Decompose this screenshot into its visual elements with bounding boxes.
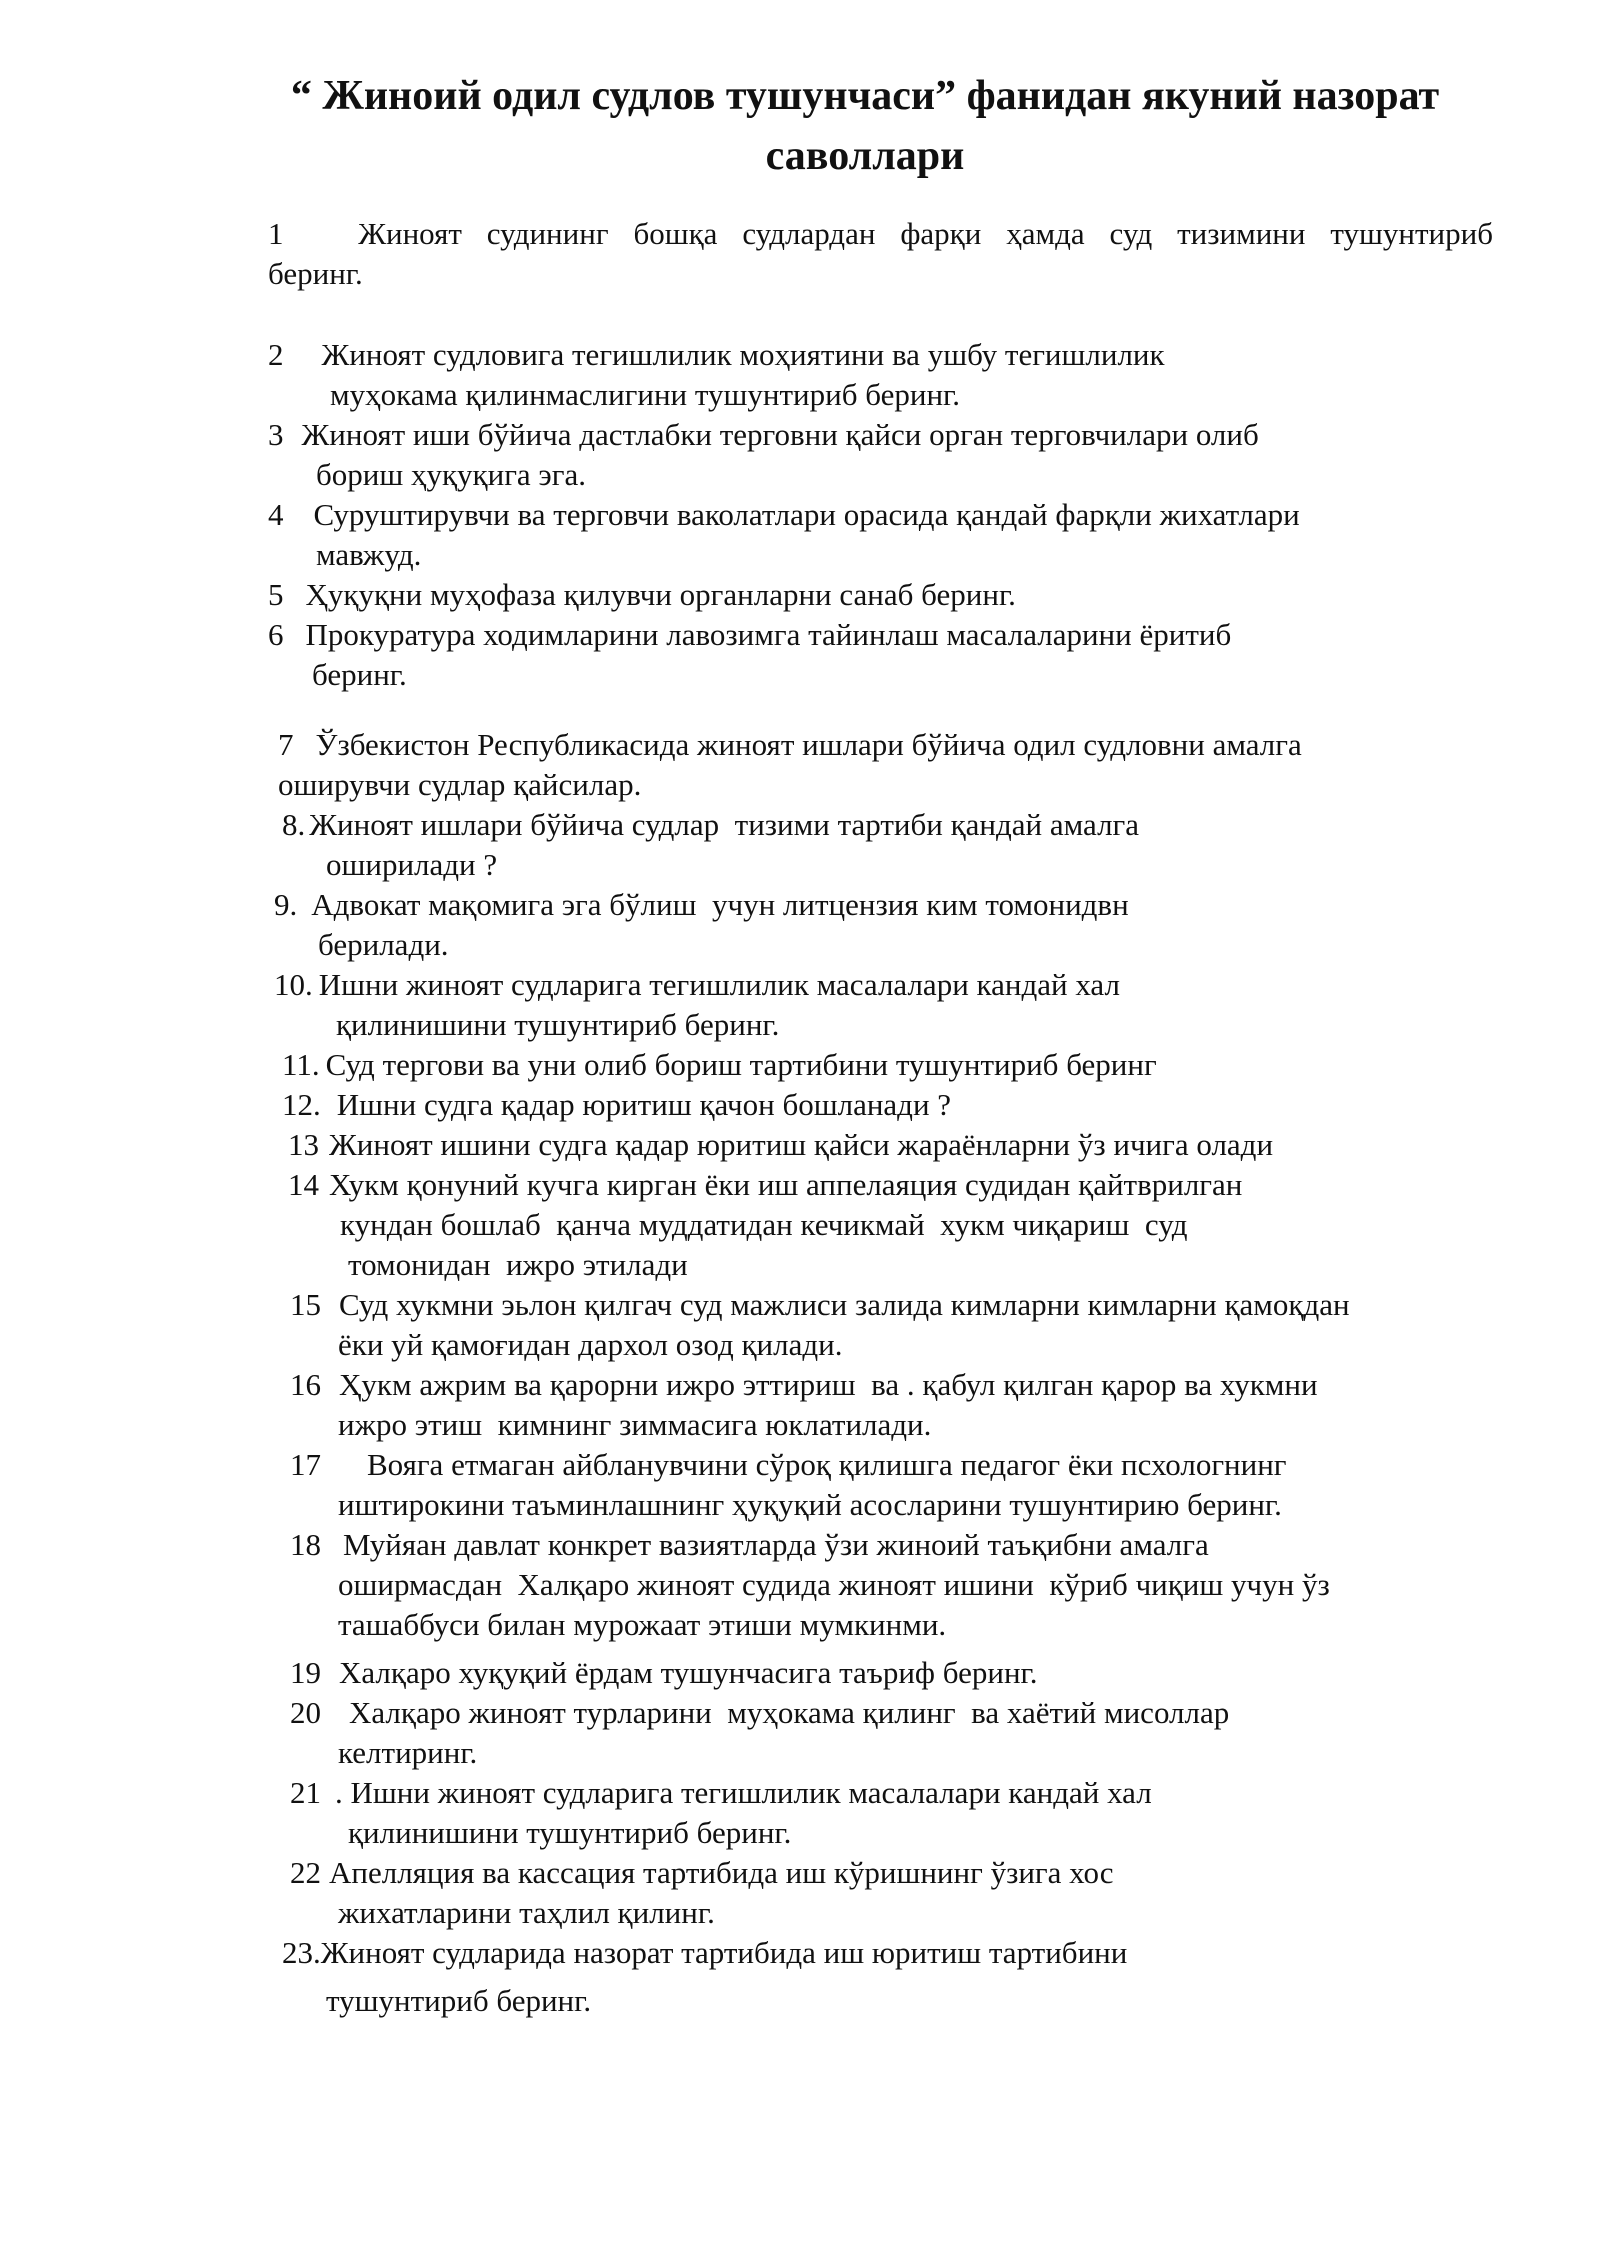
question-text: Жиноят судининг бошқа судлардан фарқи ҳамда суд тизимини тушунтириб — [358, 216, 1493, 251]
question-number: 23. — [282, 1935, 321, 1970]
question-text: Жиноят ишлари бўйича судлар тизими тартиби қандай амалга — [309, 807, 1140, 842]
question-text: Жиноят иши бўйича дастлабки терговни қайси орган терговчилари олиб — [301, 417, 1259, 452]
question-10 — [274, 965, 1120, 1045]
question-text-cont: томонидан ижро этилади — [348, 1247, 688, 1282]
question-2 — [268, 335, 1165, 415]
question-22 — [290, 1853, 1114, 1933]
question-text-cont: беринг. — [312, 657, 407, 692]
question-number: 21 — [290, 1775, 321, 1810]
question-text-cont: оширувчи судлар қайсилар. — [278, 767, 642, 802]
question-text: Ҳукм ажрим ва қарорни ижро эттириш ва . қабул қилган қарор ва хукмни — [339, 1367, 1318, 1402]
question-5 — [268, 575, 1016, 615]
question-number: 7 — [278, 727, 294, 762]
document-title: “ Жиноий одил судлов тушунчаси” фанидан якуний назорат саволлари — [290, 73, 1440, 179]
question-text-cont: жихатларини таҳлил қилинг. — [338, 1895, 715, 1930]
question-number: 11. — [282, 1047, 320, 1082]
question-text-cont: келтиринг. — [338, 1735, 478, 1770]
question-text-cont: берилади. — [318, 927, 449, 962]
question-text-cont: мавжуд. — [316, 537, 422, 572]
question-number: 5 — [268, 577, 284, 612]
question-21 — [290, 1773, 1152, 1853]
question-23 — [282, 1933, 1127, 2021]
question-number: 9. — [274, 887, 298, 922]
question-text-cont: қилинишини тушунтириб беринг. — [336, 1007, 780, 1042]
question-number: 14 — [288, 1167, 319, 1202]
question-number: 13 — [288, 1127, 319, 1162]
question-text: Муйяан давлат конкрет вазиятларда ўзи жиноий таъқибни амалга — [343, 1527, 1209, 1562]
question-number: 10. — [274, 967, 313, 1002]
question-text: Жиноят ишини судга қадар юритиш қайси жараёнларни ўз ичига олади — [329, 1127, 1274, 1162]
question-text: Хукм қонуний кучга кирган ёки иш аппелаяция судидан қайтврилган — [329, 1167, 1243, 1202]
question-16 — [290, 1365, 1318, 1445]
question-number: 6 — [268, 617, 284, 652]
question-text: Суд тергови ва уни олиб бориш тартибини тушунтириб беринг — [325, 1047, 1157, 1082]
question-text: Халқаро жиноят турларини муҳокама қилинг ва хаётий мисоллар — [349, 1695, 1230, 1730]
question-11 — [282, 1045, 1157, 1085]
question-17 — [290, 1445, 1493, 1525]
question-number: 20 — [290, 1695, 321, 1730]
question-text-cont: қилинишини тушунтириб беринг. — [348, 1815, 792, 1850]
question-1-line-2: беринг. — [268, 256, 363, 291]
question-15 — [290, 1285, 1350, 1365]
question-text-cont: иштирокини таъминлашнинг ҳуқуқий асосларини тушунтирию беринг. — [338, 1487, 1282, 1522]
question-number: 17 — [290, 1447, 321, 1482]
question-text-cont: оширилади ? — [326, 847, 498, 882]
question-6 — [268, 615, 1231, 695]
question-4 — [268, 495, 1493, 575]
question-18 — [290, 1525, 1330, 1645]
question-text: Суд хукмни эьлон қилгач суд мажлиси залида кимларни кимларни қамоқдан — [339, 1287, 1350, 1322]
question-number: 19 — [290, 1655, 321, 1690]
question-text: Суруштирувчи ва терговчи ваколатлари орасида қандай фарқли жихатлари — [313, 497, 1300, 532]
question-text: Жиноят судловига тегишлилик моҳиятини ва ушбу тегишлилик — [321, 337, 1165, 372]
question-text-cont: муҳокама қилинмаслигини тушунтириб беринг. — [330, 377, 961, 412]
question-1 — [268, 214, 1493, 294]
question-text: Вояга етмаган айбланувчини сўроқ қилишга педагог ёки псхологнинг — [367, 1447, 1287, 1482]
question-text: Прокуратура ходимларини лавозимга тайинлаш масалаларини ёритиб — [305, 617, 1232, 652]
question-text: Ишни судга қадар юритиш қачон бошланади ? — [336, 1087, 952, 1122]
question-13 — [288, 1125, 1273, 1165]
question-text: Адвокат мақомига эга бўлиш учун литцензия ким томонидвн — [311, 887, 1129, 922]
question-3 — [268, 415, 1493, 495]
question-1-line-1 — [268, 214, 1493, 254]
question-text-cont: оширмасдан Халқаро жиноят судида жиноят ишини кўриб чиқиш учун ўз — [338, 1567, 1330, 1602]
question-number: 2 — [268, 337, 284, 372]
question-20 — [290, 1693, 1493, 1773]
question-number: 1 — [268, 216, 284, 251]
question-text-cont: бориш ҳуқуқига эга. — [316, 457, 586, 492]
question-text-cont: ташаббуси билан мурожаат этиши мумкинми. — [338, 1607, 947, 1642]
question-9 — [274, 885, 1129, 965]
question-number: 4 — [268, 497, 284, 532]
question-text: Халқаро хуқуқий ёрдам тушунчасига таъриф беринг. — [339, 1655, 1038, 1690]
question-text: Жиноят судларида назорат тартибида иш юритиш тартибини — [320, 1935, 1128, 1970]
question-number: 12. — [282, 1087, 321, 1122]
question-text: . Ишни жиноят судларига тегишлилик масалалари кандай хал — [335, 1775, 1152, 1810]
question-14 — [288, 1165, 1242, 1285]
question-text-cont: тушунтириб беринг. — [326, 1983, 592, 2018]
question-number: 15 — [290, 1287, 321, 1322]
question-7 — [278, 725, 1493, 805]
question-number: 22 — [290, 1855, 321, 1890]
question-text-cont: кундан бошлаб қанча муддатидан кечикмай хукм чиқариш суд — [340, 1207, 1188, 1242]
question-12 — [282, 1085, 951, 1125]
question-19 — [290, 1653, 1038, 1693]
question-number: 18 — [290, 1527, 321, 1562]
question-text: Ишни жиноят судларига тегишлилик масалалари кандай хал — [318, 967, 1120, 1002]
question-text: Ўзбекистон Республикасида жиноят ишлари бўйича одил судловни амалга — [315, 727, 1302, 762]
question-text: Апелляция ва кассация тартибида иш кўришнинг ўзига хос — [329, 1855, 1114, 1890]
question-number: 16 — [290, 1367, 321, 1402]
question-number: 3 — [268, 417, 284, 452]
question-text-cont: ижро этиш кимнинг зиммасига юклатилади. — [338, 1407, 932, 1442]
question-text: Ҳуқуқни муҳофаза қилувчи органларни санаб беринг. — [305, 577, 1016, 612]
question-8 — [282, 805, 1139, 885]
question-text-cont: ёки уй қамоғидан дархол озод қилади. — [338, 1327, 843, 1362]
question-number: 8. — [282, 807, 306, 842]
